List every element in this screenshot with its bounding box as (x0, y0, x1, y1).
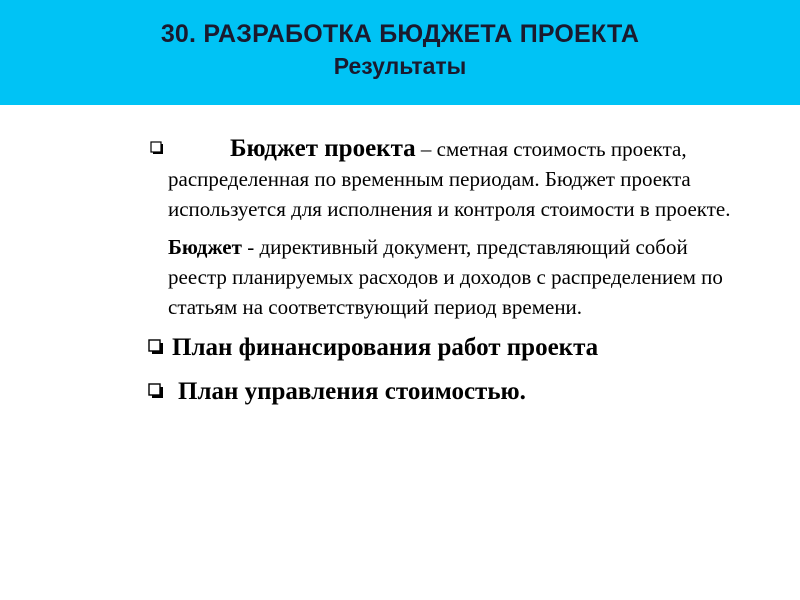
definition-budget-project: – сметная стоимость проекта, распределенная по временным периодам. Бюджет проекта используется для исполнения и контроля стоимости в проекте. (168, 137, 731, 221)
financing-plan-text: План финансирования работ проекта (172, 334, 599, 361)
definition-budget: - директивный документ, представляющий собой реестр планируемых расходов и доходов с распределением по статьям на соответствующий период времени. (168, 235, 723, 319)
list-item-cost-management-plan (148, 374, 748, 410)
checkbox-icon (148, 383, 164, 399)
paragraph-budget (148, 232, 748, 322)
header-banner (0, 0, 800, 105)
slide-subtitle: Результаты (333, 53, 467, 79)
list-item-financing-plan (148, 330, 748, 366)
list-item-budget (148, 134, 748, 322)
term-budget: Бюджет (168, 235, 242, 259)
content-body (148, 134, 748, 410)
slide-title: 30. РАЗРАБОТКА БЮДЖЕТА ПРОЕКТА (160, 20, 640, 48)
term-budget-project: Бюджет проекта (230, 135, 416, 162)
checkbox-icon (150, 141, 164, 155)
checkbox-icon (148, 339, 164, 355)
cost-management-plan-text: План управления стоимостью. (178, 378, 526, 405)
